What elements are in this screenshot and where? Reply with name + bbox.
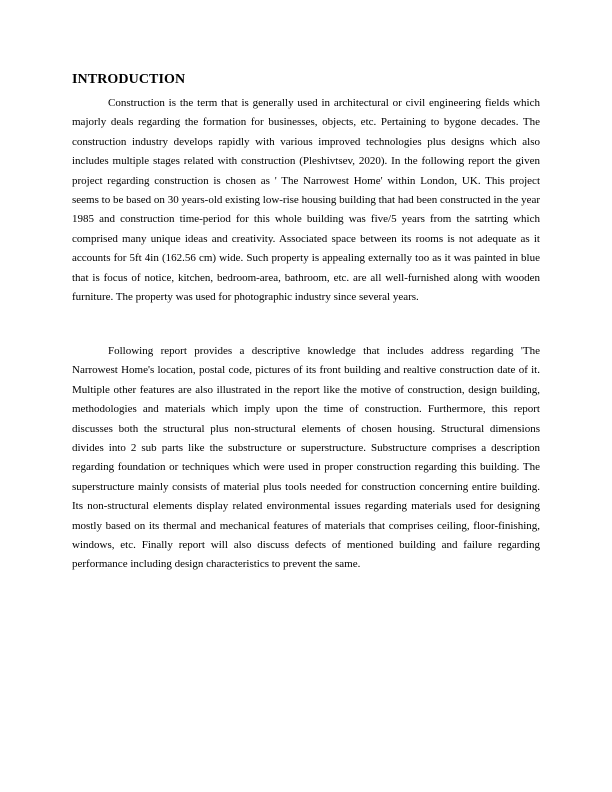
- intro-paragraph-1: Construction is the term that is generally used in architectural or civil engineering fields which majorly deals regarding the formation for businesses, objects, etc. Pertaining to bygone decades. The construction industry develops rapidly with various improved technologies plus designs which also includes multiple stages related with construction (Pleshivtsev, 2020). In the following report the given project regarding construction is chosen as ' The Narrowest Home' within London, UK. This project seems to be based on 30 years-old existing low-rise housing building that had been constructed in the year 1985 and construction time-period for this whole building was five/5 years from the satrting which comprised many unique ideas and creativity. Associated space between its rooms is not adequate as it accounts for 5ft 4in (162.56 cm) wide. Such property is appealing externally too as it was painted in blue that is focus of notice, kitchen, bedroom-area, bathroom, etc. are all well-furnished along with wooden furniture. The property was used for photographic industry since several years.: [72, 97, 540, 304]
- intro-paragraph-2: Following report provides a descriptive knowledge that includes address regarding 'The Narrowest Home's location, postal code, pictures of its front building and realtive construction date of it. Multiple other features are also illustrated in the report like the motive of construction, design building, methodologies and materials which imply upon the time of construction. Furthermore, this report discusses both the structural plus non-structural elements of chosen housing. Structural dimensions divides into 2 sub parts like the substructure or superstructure. Substructure comprises a description regarding foundation or techniques which were used in proper construction regarding this building. The superstructure mainly consists of material plus tools needed for construction concerning entire building. Its non-structural elements display related environmental issues regarding materials used for designing mostly based on its thermal and mechanical features of materials that comprises ceiling, floor-finishing, windows, etc. Finally report will also discuss defects of mentioned building and failure regarding performance including design characteristics to prevent the same.: [72, 345, 540, 571]
- section-heading: INTRODUCTION: [72, 72, 186, 87]
